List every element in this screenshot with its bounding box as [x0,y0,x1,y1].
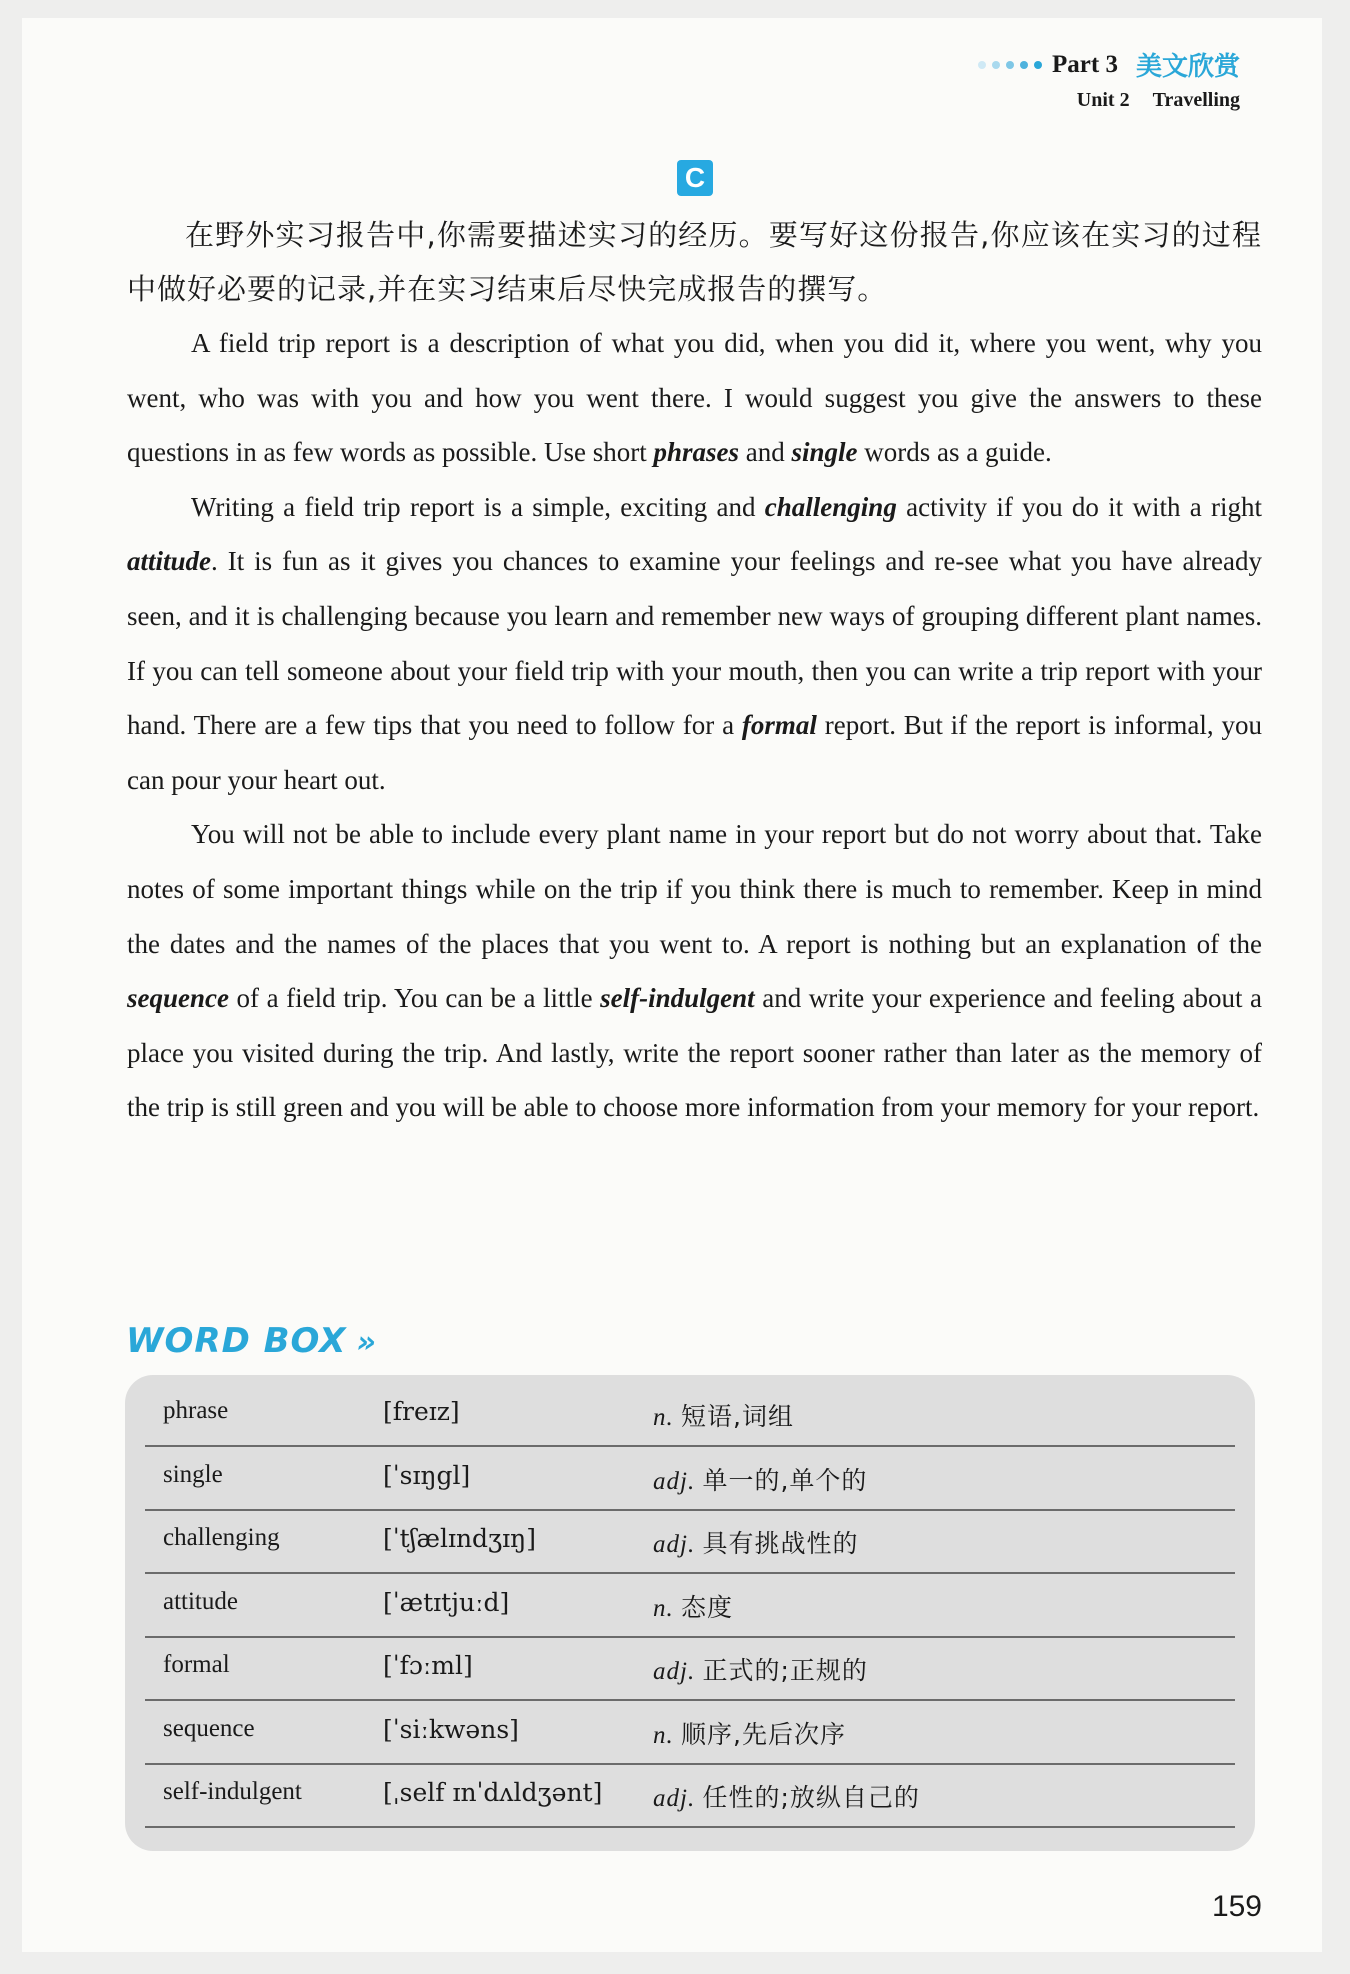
word-box-row [145,1447,1235,1511]
decorative-dots [978,61,1042,69]
vocab-word: attitude [163,1587,238,1615]
vocab-phonetic: [freɪz] [383,1397,460,1426]
part-of-speech: adj. [653,1531,703,1558]
text-run: activity if you do it with a right [896,491,1262,522]
vocab-word: phrase [163,1397,229,1424]
vocab-phonetic: [ˈsiːkwəns] [383,1714,519,1744]
dot-icon [1020,61,1028,69]
text-run: and write your experience and feeling about a place you visited during the trip. And lastly, write the report sooner rather than later as the memory of the trip is still green and you will be able to choose more information from your memory for your report. [127,983,1262,1123]
part-of-speech: n. [653,1404,681,1431]
word-box-row [145,1574,1235,1638]
keyword: attitude [127,546,212,577]
keyword: challenging [764,491,897,522]
meaning-cn: 正式的;正规的 [702,1656,868,1685]
dot-icon [1006,61,1014,69]
vocab-definition [653,1461,867,1497]
text-run: . It is fun as it gives you chances to examine your feelings and re-see what you have already seen, and it is challenging because you learn and remember new ways of grouping different plant names. If you can tell someone about your field trip with your mouth, then you can write a trip report with your hand. There are a few tips that you need to follow for a [127,546,1262,741]
vocab-phonetic: [ˈtʃælɪndʒɪŋ] [383,1524,537,1553]
word-box-row [145,1637,1235,1701]
vocab-word: challenging [163,1524,280,1551]
vocab-definition [653,1778,920,1814]
word-box-row [145,1764,1235,1828]
word-box-table [125,1375,1255,1851]
paragraph-3 [127,807,1262,1135]
article-body [127,208,1262,1135]
text-run: of a field trip. You can be a little [228,983,601,1014]
meaning-cn: 态度 [681,1592,734,1622]
vocab-phonetic: [ˈfɔːml] [383,1651,473,1680]
vocab-word: single [163,1460,223,1488]
dot-icon [978,61,986,69]
vocab-definition [653,1397,794,1433]
meaning-cn: 顺序,先后次序 [681,1719,846,1749]
running-head [978,46,1240,112]
text-run: report. But if the report is informal, you can pour your heart out. [127,710,1263,795]
keyword: sequence [127,983,229,1014]
intro-chinese: 在野外实习报告中,你需要描述实习的经历。要写好这份报告,你应该在实习的过程中做好必要的记录,并在实习结束后尽快完成报告的撰写。 [127,218,1262,306]
word-box-row [145,1383,1235,1447]
keyword: self-indulgent [600,983,755,1014]
text-run: Writing a field trip report is a simple, exciting and [191,491,765,522]
word-box-title-text: WORD BOX [126,1321,347,1361]
vocab-phonetic: [ˈætɪtjuːd] [383,1587,510,1617]
text-run: A field trip report is a description of what you did, when you did it, where you went, why you went, who was with you and how you went there. I would suggest you give the answers to these questions in as few words as possible. Use short [127,328,1262,468]
vocab-phonetic: [ˈsɪŋgl] [383,1460,471,1490]
vocab-definition [653,1588,733,1624]
double-chevron-icon: » [356,1325,377,1360]
vocab-definition [653,1524,858,1560]
meaning-cn: 任性的;放纵自己的 [702,1783,920,1812]
keyword: single [791,437,858,468]
meaning-cn: 短语,词组 [681,1402,794,1431]
part-of-speech: adj. [653,1467,703,1495]
meaning-cn: 单一的,单个的 [702,1465,868,1495]
paragraph-2 [127,480,1262,808]
meaning-cn: 具有挑战性的 [702,1529,859,1558]
keyword: phrases [653,437,739,468]
vocab-word: self-indulgent [163,1778,302,1805]
textbook-page [22,18,1322,1952]
vocab-word: formal [163,1651,230,1678]
text-run: words as a guide. [857,437,1052,468]
part-title-cn: 美文欣赏 [1135,52,1240,82]
part-of-speech: n. [653,1594,681,1622]
unit-label: Unit 2 [1076,89,1130,111]
page-number: 159 [1211,1890,1262,1923]
part-of-speech: n. [653,1721,681,1749]
vocab-definition [653,1651,868,1687]
vocab-definition [653,1715,846,1751]
part-of-speech: adj. [653,1785,703,1812]
word-box-row [145,1701,1235,1765]
text-run: and [738,437,792,468]
dot-icon [1034,61,1042,69]
keyword: formal [741,710,817,741]
unit-title: Travelling [1152,89,1240,111]
dot-icon [992,61,1000,69]
vocab-word: sequence [163,1714,255,1742]
vocab-phonetic: [ˌself ɪnˈdʌldʒənt] [383,1778,603,1807]
text-run: You will not be able to include every plant name in your report but do not worry about that. Take notes of some important things while on the trip if you think there is much to remember. Keep in mind the dates and the names of the places that you went to. A report is nothing but an explanation of the [127,819,1262,959]
section-badge: C [677,160,713,196]
paragraph-1 [127,316,1262,480]
word-box-row [145,1510,1235,1574]
part-of-speech: adj. [653,1658,703,1685]
part-label: Part 3 [1052,50,1118,78]
word-box-title [126,1321,377,1361]
